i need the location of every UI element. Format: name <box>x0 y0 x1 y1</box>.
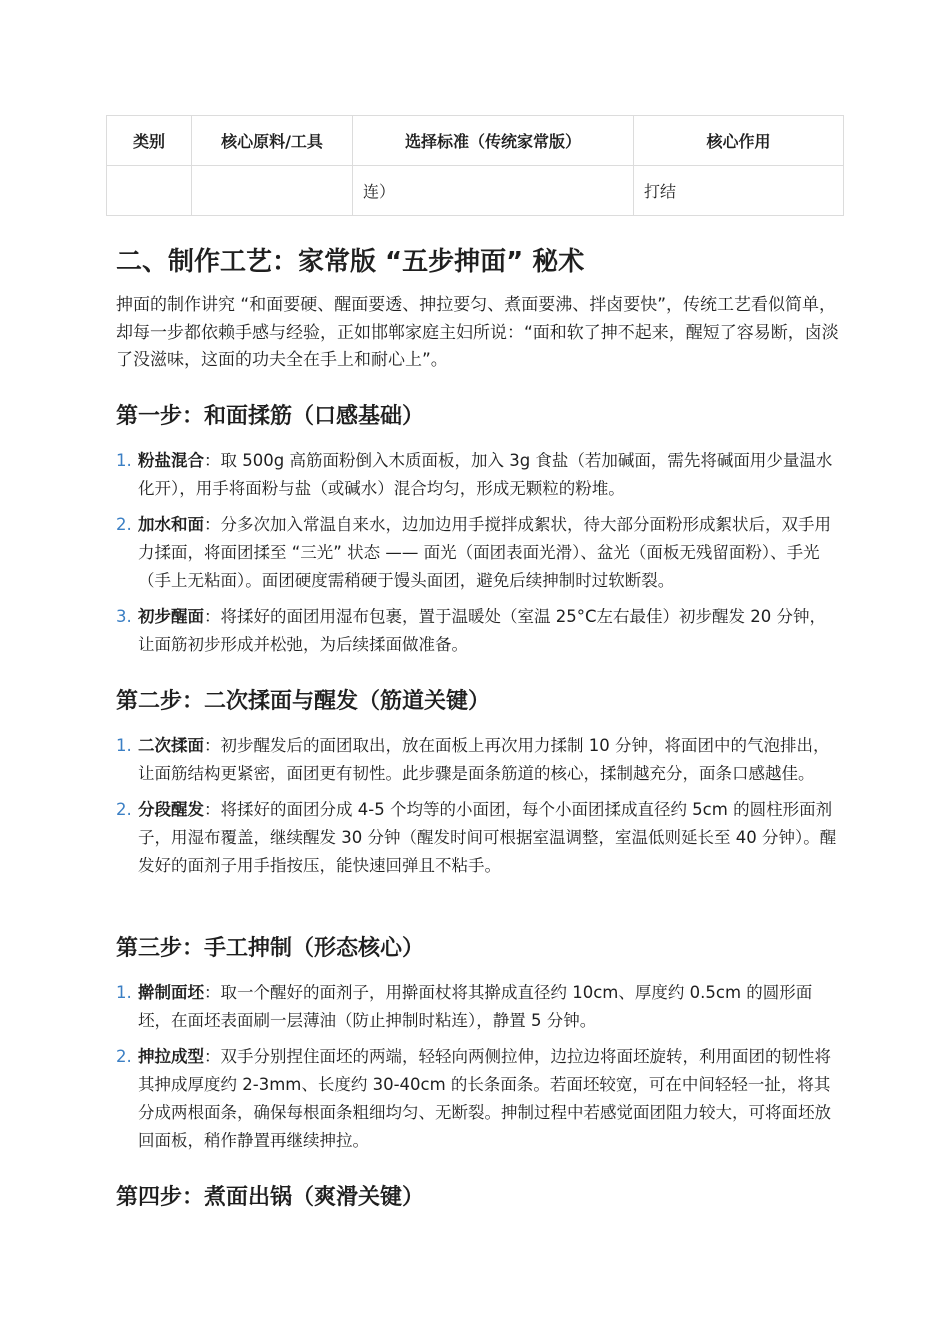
table-header-cell: 类别 <box>107 116 192 166</box>
section-heading: 二、制作工艺：家常版 “五步抻面” 秘术 <box>116 247 585 277</box>
item-text: ：取一个醒好的面剂子，用擀面杖将其擀成直径约 10cm、厚度约 0.5cm 的圆形面坯，在面坯表面刷一层薄油（防止抻制时粘连），静置 5 分钟。 <box>138 983 813 1030</box>
item-text: ：双手分别捏住面坯的两端，轻轻向两侧拉伸，边拉边将面坯旋转，利用面团的韧性将其抻成厚度约 2-3mm、长度约 30-40cm 的长条面条。若面坯较宽，可在中间轻轻一扯，将其分成两根面条，确保每根面条粗细均匀、无断裂。抻制过程中若感觉面团阻力较大，可将面坯放回面板，稍作静置再继续抻拉。 <box>138 1047 831 1150</box>
table-cell: 打结 <box>634 166 844 216</box>
table-cell <box>107 166 192 216</box>
list-item <box>116 979 842 1035</box>
list-number: 2. <box>116 515 132 534</box>
step2-list <box>116 732 842 888</box>
list-number: 2. <box>116 800 132 819</box>
step4-heading: 第四步：煮面出锅（爽滑关键） <box>116 1185 425 1210</box>
item-text: ：分多次加入常温自来水，边加边用手搅拌成絮状，待大部分面粉形成絮状后，双手用力揉面，将面团揉至 “三光” 状态 —— 面光（面团表面光滑）、盆光（面板无残留面粉）、手光（手上无粘面）。面团硬度需稍硬于馒头面团，避免后续抻制时过软断裂。 <box>138 515 831 590</box>
step1-list <box>116 447 842 667</box>
item-text: ：将揉好的面团分成 4-5 个均等的小面团，每个小面团揉成直径约 5cm 的圆柱形面剂子，用湿布覆盖，继续醒发 30 分钟（醒发时间可根据室温调整，室温低则延长至 40 分钟）。醒发好的面剂子用手指按压，能快速回弹且不粘手。 <box>138 800 837 875</box>
item-label: 二次揉面 <box>138 736 204 755</box>
item-text: ：初步醒发后的面团取出，放在面板上再次用力揉制 10 分钟，将面团中的气泡排出，让面筋结构更紧密，面团更有韧性。此步骤是面条筋道的核心，揉制越充分，面条口感越佳。 <box>138 736 830 783</box>
list-item <box>116 511 842 595</box>
list-item <box>116 796 842 880</box>
list-number: 1. <box>116 736 132 755</box>
table-cell: 连） <box>353 166 634 216</box>
table-header-cell: 核心作用 <box>634 116 844 166</box>
step3-heading: 第三步：手工抻制（形态核心） <box>116 936 425 961</box>
item-label: 粉盐混合 <box>138 451 204 470</box>
item-label: 加水和面 <box>138 515 204 534</box>
item-label: 擀制面坯 <box>138 983 204 1002</box>
step3-list <box>116 979 842 1163</box>
ingredients-table <box>106 115 844 216</box>
step2-heading: 第二步：二次揉面与醒发（筋道关键） <box>116 689 491 714</box>
list-item <box>116 603 842 659</box>
item-label: 分段醒发 <box>138 800 204 819</box>
list-item <box>116 1043 842 1155</box>
item-text: ：取 500g 高筋面粉倒入木质面板，加入 3g 食盐（若加碱面，需先将碱面用少量温水化开），用手将面粉与盐（或碱水）混合均匀，形成无颗粒的粉堆。 <box>138 451 833 498</box>
intro-paragraph: 抻面的制作讲究 “和面要硬、醒面要透、抻拉要匀、煮面要沸、拌卤要快”，传统工艺看似简单，却每一步都依赖手感与经验，正如邯郸家庭主妇所说：“面和软了抻不起来，醒短了容易断，卤淡了没滋味，这面的功夫全在手上和耐心上”。 <box>116 295 839 370</box>
list-number: 1. <box>116 451 132 470</box>
step1-heading: 第一步：和面揉筋（口感基础） <box>116 404 425 429</box>
list-item <box>116 447 842 503</box>
table-cell <box>192 166 353 216</box>
list-number: 1. <box>116 983 132 1002</box>
item-text: ：将揉好的面团用湿布包裹，置于温暖处（室温 25°C左右最佳）初步醒发 20 分钟，让面筋初步形成并松弛，为后续揉面做准备。 <box>138 607 826 654</box>
list-number: 3. <box>116 607 132 626</box>
list-number: 2. <box>116 1047 132 1066</box>
table-row <box>107 166 844 216</box>
table-header-row <box>107 116 844 166</box>
item-label: 初步醒面 <box>138 607 204 626</box>
table-header-cell: 核心原料/工具 <box>192 116 353 166</box>
table-header-cell: 选择标准（传统家常版） <box>353 116 634 166</box>
item-label: 抻拉成型 <box>138 1047 204 1066</box>
list-item <box>116 732 842 788</box>
